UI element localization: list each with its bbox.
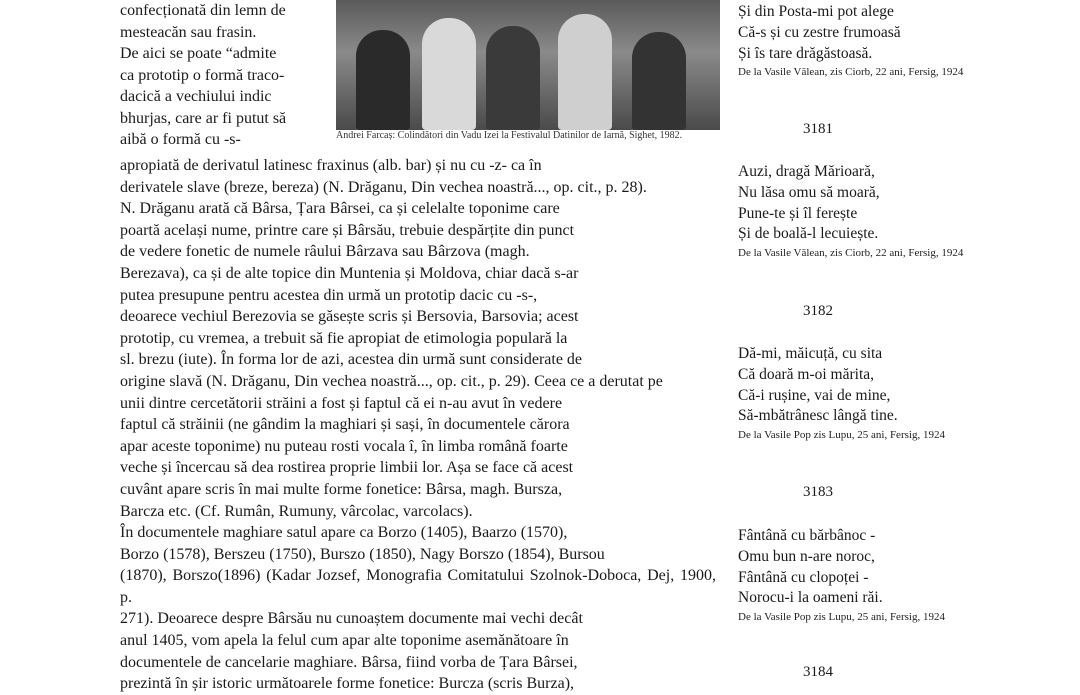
photo-colindatori xyxy=(336,0,720,130)
poem-number: 3183 xyxy=(803,484,833,500)
text-line: apar aceste toponime) nu puteau rosti vocala î, în limba română foarte xyxy=(120,437,568,455)
text-line: faptul că străinii (ne gândim la maghiari și sași, în documentele cărora xyxy=(120,416,570,434)
text-line: De aici se poate “admite xyxy=(120,45,277,62)
text-line: Berezava), ca și de alte topice din Muntenia și Moldova, chiar dacă s-ar xyxy=(120,264,579,282)
text-line: sl. brezu (iute). În forma lor de azi, acestea din urmă sunt considerate de xyxy=(120,351,583,369)
poem-source: De la Vasile Pop zis Lupu, 25 ani, Fersig, 1924 xyxy=(738,611,945,624)
figure-silhouette xyxy=(558,14,612,130)
text-line: 271). Deoarece despre Bârsău nu cunoaștem documente mai vechi decât xyxy=(120,610,583,628)
text-line: documentele de cancelarie maghiare. Bârsa, fiind vorba de Țara Bârsei, xyxy=(120,653,578,671)
text-line: aibă o formă cu -s- xyxy=(120,131,241,148)
poem-line: Pune-te și îl ferește xyxy=(738,204,858,222)
poem-line: Să-mbătrânesc lângă tine. xyxy=(738,407,898,425)
poem-line: Că-i rușine, vai de mine, xyxy=(738,386,891,404)
photo-caption: Andrei Farcaș: Colindători din Vadu Izei la Festivalul Datinilor de Iarnă, Sighet, 1982. xyxy=(336,130,683,141)
text-line: Barcza etc. (Cf. Rumân, Rumuny, vârcolac, varcolacs). xyxy=(120,502,473,520)
text-line: (1870), Borszo(1896) (Kadar Jozsef, Monografia Comitatului Szolnok-Doboca, Dej, 1900, p. xyxy=(120,567,716,606)
text-line: N. Drăganu arată că Bârsa, Țara Bârsei, ca și celelalte toponime care xyxy=(120,200,560,218)
poem-continued xyxy=(738,2,978,80)
poem-line: Norocu-i la oameni răi. xyxy=(738,589,883,607)
figure-silhouette xyxy=(486,26,540,130)
text-line: dacică a vechiului indic xyxy=(120,88,272,105)
text-line: ca prototip o formă traco- xyxy=(120,66,285,84)
poem-line: Și de boală-l lecuiește. xyxy=(738,225,879,243)
text-line: unii dintre cercetătorii străini a fost și faptul că ei n-au avut în vedere xyxy=(120,394,563,412)
poem-line: Că-s și cu zestre frumoasă xyxy=(738,23,901,41)
poem-line: Auzi, dragă Mărioară, xyxy=(738,163,875,180)
poem-source: De la Vasile Vălean, zis Ciorb, 22 ani, Fersig, 1924 xyxy=(738,66,964,79)
wrapped-paragraph xyxy=(120,0,330,151)
text-line: origine slavă (N. Drăganu, Din vechea noastră..., op. cit., p. 29). Ceea ce a derutat pe xyxy=(120,372,663,390)
poem-line: Fântână cu bărbânoc - xyxy=(738,527,876,544)
text-line: În documentele maghiare satul apare ca Borzo (1405), Baarzo (1570), xyxy=(120,524,568,542)
text-line: bhurjas, care ar fi putut să xyxy=(120,109,287,127)
figure-silhouette xyxy=(356,30,410,130)
text-line: deoarece vechiul Berezovia se găsește scris și Bersovia, Barsovia; acest xyxy=(120,308,579,326)
text-line: prototip, cu vremea, a trebuit să fie apropiat de etimologia populară la xyxy=(120,329,568,347)
poem-line: Omu bun n-are noroc, xyxy=(738,547,875,565)
body-text xyxy=(120,155,716,695)
poem-3183 xyxy=(738,526,978,625)
text-line: apropiată de derivatul latinesc fraxinus (alb. bar) și nu cu -z- ca în xyxy=(120,157,542,174)
poem-line: Și din Posta-mi pot alege xyxy=(738,3,894,20)
text-line: veche și încercau să dea rostirea proprie limbii lor. Așa se face că acest xyxy=(120,459,574,477)
poem-line: Că doară m-oi mărita, xyxy=(738,365,875,383)
poem-line: Nu lăsa omu să moară, xyxy=(738,183,880,201)
poem-line: Și îs tare drăgăstoasă. xyxy=(738,44,873,62)
text-line: prezintă în șir istoric următoarele forme fonetice: Burcza (scris Burza), xyxy=(120,675,575,693)
text-line: cuvânt apare scris în mai multe forme fonetice: Bârsa, magh. Bursza, xyxy=(120,480,563,498)
poem-number: 3181 xyxy=(803,121,833,137)
figure-silhouette xyxy=(422,18,476,130)
text-line: derivatele slave (breze, bereza) (N. Drăganu, Din vechea noastră..., op. cit., p. 28). xyxy=(120,178,647,196)
text-line: anul 1405, vom apela la felul cum apar alte toponime asemănătoare în xyxy=(120,632,569,650)
text-line: mesteacăn sau frasin. xyxy=(120,23,257,41)
poem-number: 3184 xyxy=(803,664,833,680)
poem-number: 3182 xyxy=(803,303,833,319)
text-line: confecționată din lemn de xyxy=(120,2,286,19)
poem-3181 xyxy=(738,162,978,261)
text-line: Borzo (1578), Berszeu (1750), Burszo (1850), Nagy Borszo (1854), Bursou xyxy=(120,545,605,563)
poem-source: De la Vasile Vălean, zis Ciorb, 22 ani, Fersig, 1924 xyxy=(738,247,964,260)
figure-silhouette xyxy=(632,32,686,130)
poem-3182 xyxy=(738,344,978,443)
poem-source: De la Vasile Pop zis Lupu, 25 ani, Fersig, 1924 xyxy=(738,429,945,442)
text-line: de vedere fonetic de numele râului Bârzava sau Bârzova (magh. xyxy=(120,243,530,261)
poem-line: Dă-mi, măicuță, cu sita xyxy=(738,345,883,362)
text-line: poartă același nume, printre care și Bârsău, trebuie despărțite din punct xyxy=(120,221,575,239)
text-line: putea presupune pentru acestea din urmă un prototip dacic cu -s-, xyxy=(120,286,538,304)
poem-line: Fântână cu clopoței - xyxy=(738,568,869,586)
